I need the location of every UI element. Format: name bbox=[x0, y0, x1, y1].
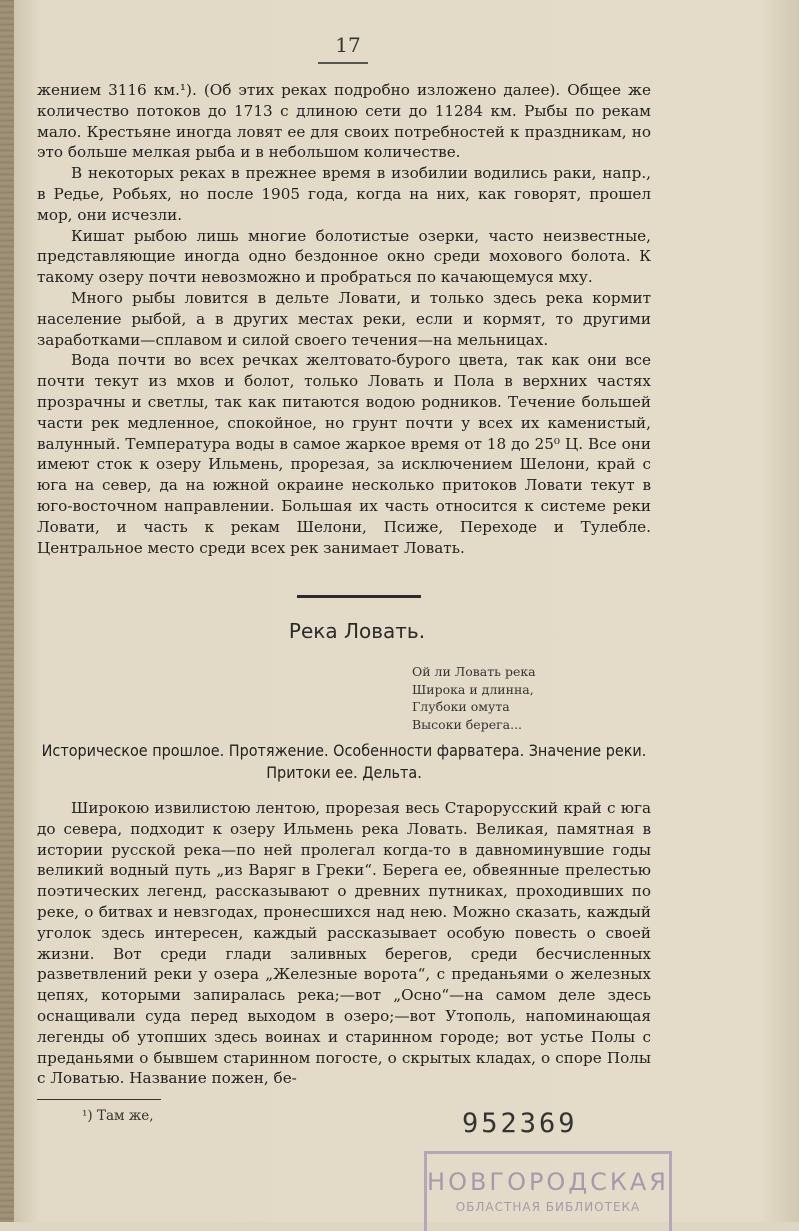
text-block-top bbox=[37, 80, 651, 558]
chapter-subheading: Историческое прошлое. Протяжение. Особенности фарватера. Значение реки. Притоки ее. Дельта. bbox=[41, 741, 647, 782]
paragraph: Кишат рыбою лишь многие болотистые озерки, часто неизвестные, представляющие иногда одно бездонное окно среди мохового болота. К такому озеру почти невозможно и пробраться по качающемуся мху. bbox=[37, 226, 651, 287]
section-title: Река Ловать. bbox=[288, 619, 426, 643]
paragraph: Вода почти во всех речках желтовато-бурого цвета, так как они все почти текут из мхов и болот, только Ловать и Пола в верхних частях прозрачны и светлы, так как питаются водою родников. Течение большей части рек медленное, спокойное, но грунт почти у всех их каменистый, валунный. Температура воды в самое жаркое время от 18 до 25⁰ Ц. Все они имеют сток к озеру Ильмень, прорезая, за исключением Шелони, край с юга на север, да на южной окраине несколько притоков Ловати текут в юго-восточном направлении. Большая их часть относится к системе реки Ловати, и часть к рекам Шелони, Псиже, Переходе и Тулебле. Центральное место среди всех рек занимает Ловать. bbox=[37, 351, 651, 557]
footnote-rule bbox=[37, 1099, 161, 1100]
page-number-underline bbox=[318, 62, 368, 64]
page-binding-edge bbox=[0, 0, 14, 1222]
epigraph-line: Высоки берега... bbox=[412, 716, 523, 732]
paragraph: Много рыбы ловится в дельте Ловати, и только здесь река кормит население рыбой, а в других местах реки, если и кормят, то другими заработками—сплавом и силой своего течения—на мельницах. bbox=[37, 288, 651, 349]
paragraph: жением 3116 км.¹). (Об этих реках подробно изложено далее). Общее же количество потоков до 1713 с длиною сети до 11284 км. Рыбы по рекам мало. Крестьяне иногда ловят ее для своих потребностей к праздникам, но это больше мелкая рыба и в небольшом количестве. bbox=[37, 81, 651, 162]
page-number: 17 bbox=[335, 33, 361, 57]
epigraph-line: Ой ли Ловать река bbox=[412, 664, 536, 679]
footnote: ¹) Там же, bbox=[82, 1108, 154, 1124]
epigraph-line: Глубоки омута bbox=[412, 699, 510, 714]
inventory-number: 952369 bbox=[462, 1108, 578, 1139]
epigraph bbox=[412, 663, 612, 733]
paragraph: Широкою извилистою лентою, прорезая весь Старорусский край с юга до севера, подходит к озеру Ильмень река Ловать. Великая, памятная в истории русской река—по ней пролегал когда-то в давноминувшие годы великий водный путь „из Варяг в Греки“. Берега ее, обвеянные прелестью поэтических легенд, рассказывают о древних путниках, проходивших по реке, о битвах и невзгодах, пронесшихся над нею. Можно сказать, каждый уголок здесь интересен, каждый рассказывает особую повесть о своей жизни. Вот среди глади заливных берегов, среди бесчисленных разветвлений реки у озера „Железные ворота“, с преданьями о железных цепях, которыми запиралась река;—вот „Осно“—на самом деле здесь оснащивали суда перед выходом в озеро;—вот Утополь, напоминающая легенды об утопших здесь воинах и старинном городе; вот устье Полы с преданьями о бывшем старинном погосте, о скрытых кладах, о споре Полы с Ловатью. Название пожен, бе- bbox=[37, 799, 651, 1088]
epigraph-line: Широка и длинна, bbox=[412, 681, 534, 697]
stamp-text-line-2: ОБЛАСТНАЯ БИБЛИОТЕКА bbox=[455, 1200, 641, 1214]
stamp-text-line-1: НОВГОРОДСКАЯ bbox=[427, 1168, 669, 1196]
text-block-bottom bbox=[37, 798, 651, 1089]
paragraph: В некоторых реках в прежнее время в изобилии водились раки, напр., в Редье, Робьях, но после 1905 года, когда на них, как говорят, прошел мор, они исчезли. bbox=[37, 164, 651, 224]
library-stamp bbox=[424, 1151, 672, 1231]
section-separator bbox=[297, 595, 421, 598]
